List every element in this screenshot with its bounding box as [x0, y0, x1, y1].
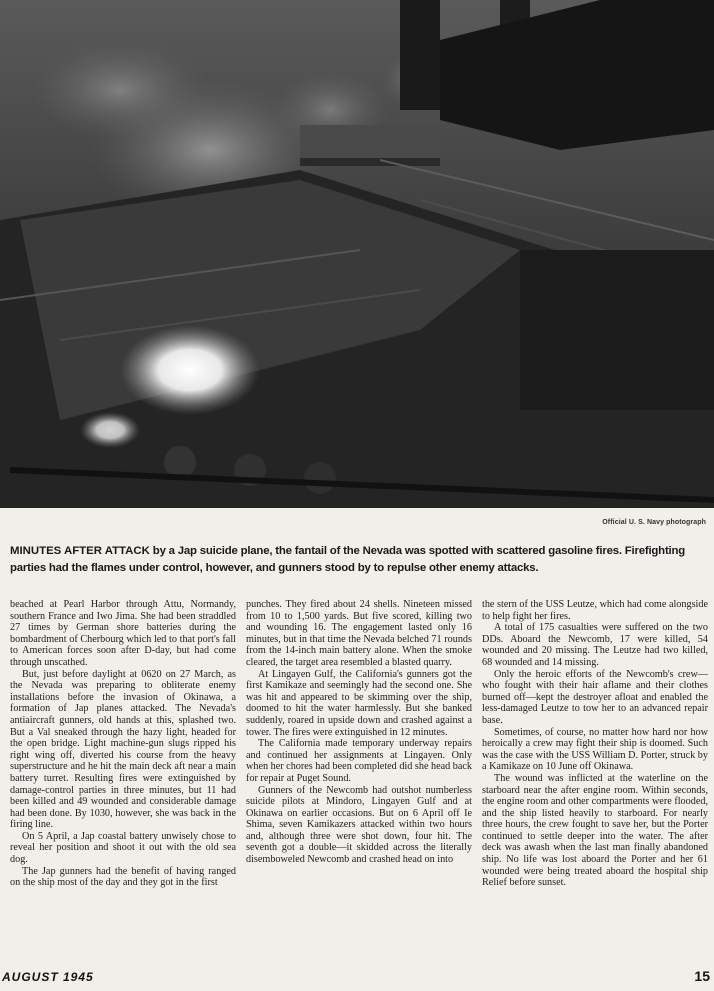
issue-date: AUGUST 1945 [2, 970, 94, 984]
paragraph: The California made temporary underway repairs and continued her assignments at Lingayen. Only when her chores had been completed did she head back for repair at Puget Sound. [246, 738, 472, 784]
article-column-2 [246, 599, 472, 967]
photo-caption [10, 543, 710, 577]
photo-credit: Official U. S. Navy photograph [602, 519, 706, 526]
article-column-1 [10, 599, 236, 967]
article-column-3 [482, 599, 708, 967]
paragraph: On 5 April, a Jap coastal battery unwisely chose to reveal her position and shoot it out with the old sea dog. [10, 830, 236, 866]
paragraph: punches. They fired about 24 shells. Nineteen missed from 10 to 1,500 yards. But five scored, killing two and wounding 16. The engagement lasted only 16 minutes, but in that time the Nevada belched 71 rounds from the 14-inch main battery alone. When the smoke cleared, the target area resembled a blasted quarry. [246, 599, 472, 668]
paragraph: But, just before daylight at 0620 on 27 March, as the Nevada was preparing to obliterate enemy installations before the invasion of Okinawa, a formation of Jap planes attacked. The Nevada's antiaircraft gunners, old hands at this, splashed two. But a Val sneaked through the hazy light, headed for the open bridge. Light machine-gun slugs ripped his right wing off, diverted his course from the heavy superstructure and he hit the main deck aft near a main battery turret. Resulting fires were extinguished by damage-control parties in three minutes, but 11 had been killed and 49 wounded and considerable damage had been done. By 1030, however, she was back in the firing line. [10, 668, 236, 831]
article-columns [10, 599, 708, 967]
paragraph: Only the heroic efforts of the Newcomb's crew—who fought with their hair aflame and their clothes burned off—kept the destroyer afloat and enabled the less-damaged Leutze to tow her to an advanced repair base. [482, 668, 708, 726]
paragraph: Sometimes, of course, no matter how hard nor how heroically a crew may fight their ship is doomed. Such was the case with the USS William D. Porter, struck by a Kamikaze on 10 June off Okinawa. [482, 726, 708, 773]
paragraph: The Jap gunners had the benefit of having ranged on the ship most of the day and they got in the first [10, 865, 236, 889]
paragraph: beached at Pearl Harbor through Attu, Normandy, southern France and Iwo Jima. She had been straddled 27 times by German shore batteries during the bombardment of Cherbourg which led to that port's fall to American forces soon after D-day, but had come through unscathed. [10, 599, 236, 668]
paragraph: A total of 175 casualties were suffered on the two DDs. Aboard the Newcomb, 17 were killed, 54 wounded and 20 missing. The Leutze had two killed, 68 wounded and 14 missing. [482, 622, 708, 668]
caption-text: by a Jap suicide plane, the fantail of the Nevada was spotted with scattered gasoline fires. Firefighting parties had the flames under control, however, and gunners stood by to repulse other enemy attacks. [10, 545, 686, 574]
page-number: 15 [694, 968, 710, 984]
paragraph: At Lingayen Gulf, the California's gunners got the first Kamikaze and seemingly had the second one. She was hit and appeared to be skimming over the ship, doomed to hit the water harmlessly. But she banked suddenly, roared in upside down and crashed against a tower. The fires were extinguished in 12 minutes. [246, 668, 472, 738]
caption-lead: MINUTES AFTER ATTACK [10, 545, 150, 557]
page-footer [0, 966, 714, 991]
paragraph: Gunners of the Newcomb had outshot numberless suicide pilots at Mindoro, Lingayen Gulf and at Okinawa on earlier occasions. But on 6 April off Ie Shima, seven Kamikazers attacked within two hours and, although three were shot down, four hit. The seventh got a double—it skidded across the literally disemboweled Newcomb and crashed head on into [246, 784, 472, 866]
paragraph: The wound was inflicted at the waterline on the starboard near the after engine room. Within seconds, the engine room and other compartments were flooded, and the ship listed heavily to starboard. For nearly three hours, the crew fought to save her, but the Porter continued to settle deeper into the water. The after deck was awash when the last man finally abandoned ship. No life was lost aboard the Porter and her 61 wounded were being treated aboard the hospital ship Relief before sunset. [482, 772, 708, 889]
paragraph: the stern of the USS Leutze, which had come alongside to help fight her fires. [482, 599, 708, 622]
